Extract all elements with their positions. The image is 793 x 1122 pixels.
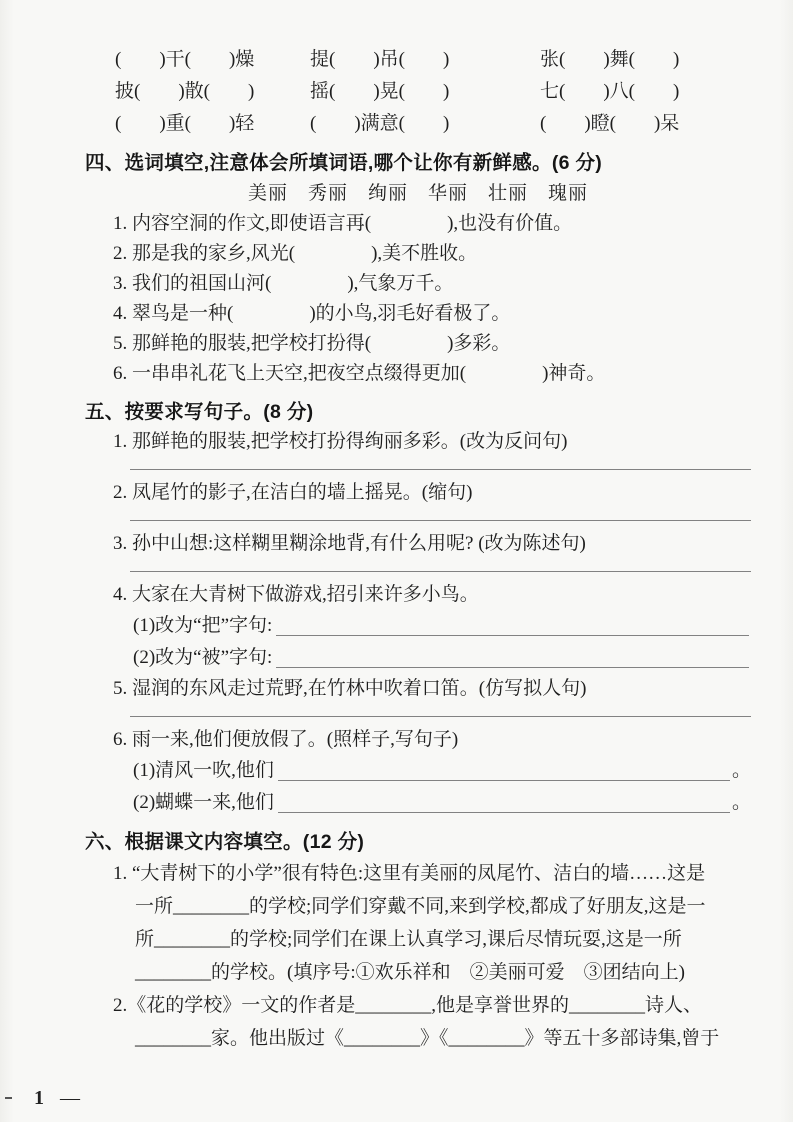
word-pair-blank: ( )满意( ) xyxy=(310,113,450,134)
sub-item-label: (1)改为“把”字句: xyxy=(133,615,273,636)
section4-item-3: 3. 我们的祖国山河( ),气象万千。 xyxy=(113,273,454,294)
page-number-dash: — xyxy=(60,1086,80,1109)
section6-title: 六、根据课文内容填空。(12 分) xyxy=(85,831,365,853)
word-pairs-section xyxy=(115,44,751,140)
section4-item-4: 4. 翠鸟是一种( )的小鸟,羽毛好看极了。 xyxy=(113,303,511,324)
word-pair-blank: 张( )舞( ) xyxy=(540,49,680,70)
answer-line xyxy=(130,469,751,470)
section5-title: 五、按要求写句子。(8 分) xyxy=(85,401,314,423)
section5-item-4-sub-2 xyxy=(133,642,751,674)
word-pair-row xyxy=(115,44,751,76)
word-pair-blank: 披( )散( ) xyxy=(115,81,255,102)
page-edge-mark xyxy=(5,1097,12,1099)
answer-line xyxy=(278,780,730,781)
section5-item-4: 4. 大家在大青树下做游戏,招引来许多小鸟。 xyxy=(113,584,479,605)
sentence-period: 。 xyxy=(731,760,751,781)
section4-title: 四、选词填空,注意体会所填词语,哪个让你有新鲜感。(6 分) xyxy=(85,152,603,174)
section5-item-6-sub-2 xyxy=(133,787,751,819)
sentence-period: 。 xyxy=(731,792,751,813)
answer-line xyxy=(276,667,749,668)
word-pair-blank: 摇( )晃( ) xyxy=(310,81,450,102)
section5-item-2: 2. 凤尾竹的影子,在洁白的墙上摇晃。(缩句) xyxy=(113,482,473,503)
word-pair-row xyxy=(115,76,751,108)
section5-item-3: 3. 孙中山想:这样糊里糊涂地背,有什么用呢? (改为陈述句) xyxy=(113,533,586,554)
word-pair-blank: 提( )吊( ) xyxy=(310,49,450,70)
section6-item-2-line-2: ________家。他出版过《________》《________》等五十多部诗集,曾于 xyxy=(135,1028,720,1049)
section5-item-5: 5. 湿润的东风走过荒野,在竹林中吹着口笛。(仿写拟人句) xyxy=(113,678,587,699)
sub-item-label: (1)清风一吹,他们 xyxy=(133,760,274,781)
word-pair-blank: 七( )八( ) xyxy=(540,81,680,102)
answer-line xyxy=(130,571,751,572)
answer-line xyxy=(278,812,730,813)
word-pair-blank: ( )瞪( )呆 xyxy=(540,113,680,134)
answer-line xyxy=(276,635,749,636)
section4-item-2: 2. 那是我的家乡,风光( ),美不胜收。 xyxy=(113,243,478,264)
section4-item-6: 6. 一串串礼花飞上天空,把夜空点缀得更加( )神奇。 xyxy=(113,363,606,384)
section5-item-4-sub-1 xyxy=(133,610,751,642)
section6-item-1-line-4: ________的学校。(填序号:①欢乐祥和 ②美丽可爱 ③团结向上) xyxy=(135,962,685,983)
section6-item-1-line-1: 1. “大青树下的小学”很有特色:这里有美丽的凤尾竹、洁白的墙……这是 xyxy=(113,863,706,884)
word-pair-row xyxy=(115,108,751,140)
page-footer xyxy=(5,1086,80,1110)
section4-item-5: 5. 那鲜艳的服装,把学校打扮得( )多彩。 xyxy=(113,333,511,354)
sub-item-label: (2)蝴蝶一来,他们 xyxy=(133,792,274,813)
answer-line xyxy=(130,520,751,521)
section5-item-6: 6. 雨一来,他们便放假了。(照样子,写句子) xyxy=(113,729,459,750)
section6-item-1-line-2: 一所________的学校;同学们穿戴不同,来到学校,都成了好朋友,这是一 xyxy=(135,896,706,917)
word-pair-blank: ( )干( )燥 xyxy=(115,49,255,70)
section5-item-1: 1. 那鲜艳的服装,把学校打扮得绚丽多彩。(改为反问句) xyxy=(113,431,568,452)
section5-item-6-sub-1 xyxy=(133,755,751,787)
answer-line xyxy=(130,716,751,717)
word-pair-blank: ( )重( )轻 xyxy=(115,113,255,134)
section4-word-bank: 美丽 秀丽 绚丽 华丽 壮丽 瑰丽 xyxy=(247,183,588,204)
page-number: 1 xyxy=(34,1086,44,1109)
section4-item-1: 1. 内容空洞的作文,即使语言再( ),也没有价值。 xyxy=(113,213,573,234)
section6-item-2-line-1: 2.《花的学校》一文的作者是________,他是享誉世界的________诗人、 xyxy=(113,995,703,1016)
section6-item-1-line-3: 所________的学校;同学们在课上认真学习,课后尽情玩耍,这是一所 xyxy=(135,929,682,950)
sub-item-label: (2)改为“被”字句: xyxy=(133,647,273,668)
